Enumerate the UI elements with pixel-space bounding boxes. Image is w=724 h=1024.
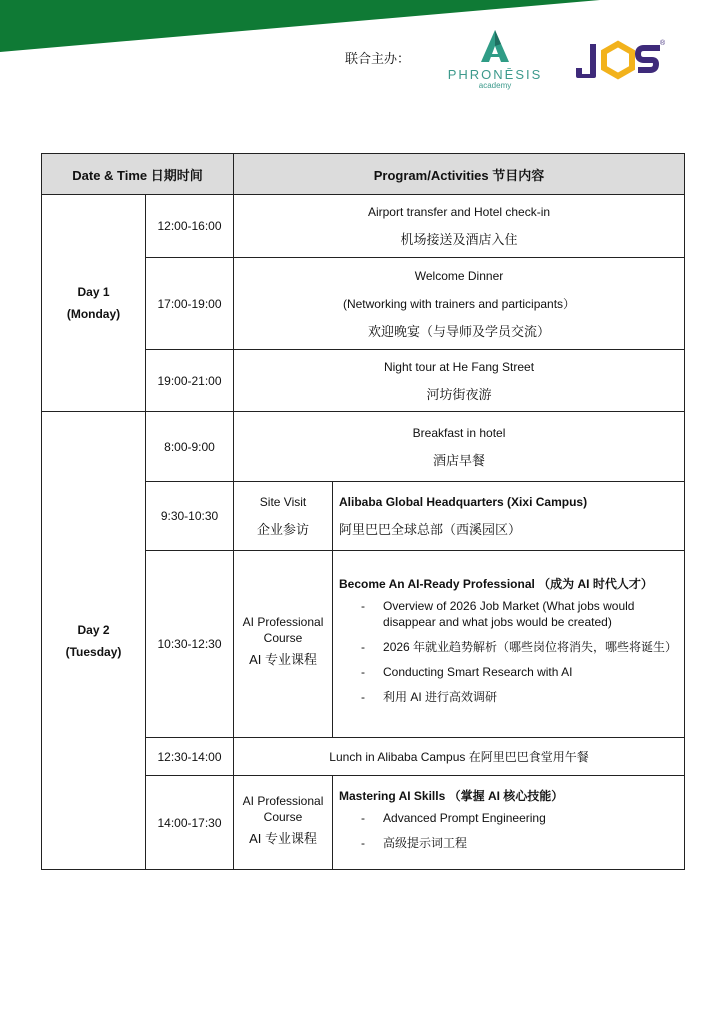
course-title: Mastering AI Skills （掌握 AI 核心技能） <box>339 788 564 803</box>
day2-cell <box>42 412 146 870</box>
activity-en-note: (Networking with trainers and participants） <box>342 296 576 311</box>
type-zh: AI 专业课程 <box>249 830 317 846</box>
phronesis-emblem-icon <box>475 28 515 64</box>
time-cell: 14:00-17:30 <box>146 776 234 870</box>
activity-en: Welcome Dinner <box>414 268 504 283</box>
course-topics <box>339 598 678 705</box>
activity-zh: 欢迎晚宴（与导师及学员交流） <box>368 323 551 339</box>
time-cell: 8:00-9:00 <box>146 412 234 482</box>
time-cell: 19:00-21:00 <box>146 350 234 412</box>
activity-zh: 酒店早餐 <box>433 452 486 468</box>
activity-cell <box>234 350 685 412</box>
activity-cell: Lunch in Alibaba Campus 在阿里巴巴食堂用午餐 <box>234 738 685 776</box>
activity-en: Airport transfer and Hotel check-in <box>367 205 551 219</box>
jos-logo-mark-icon <box>574 40 662 80</box>
column-header-datetime: Date & Time 日期时间 <box>42 154 234 195</box>
activity-en: Night tour at He Fang Street <box>383 359 535 374</box>
activity-cell <box>234 412 685 482</box>
organizers-label: 联合主办： <box>345 51 411 66</box>
day2-label: Day 2 <box>77 622 110 637</box>
time-cell: 17:00-19:00 <box>146 258 234 350</box>
type-en: AI Professional Course <box>242 615 324 645</box>
day1-label: Day 1 <box>77 285 110 299</box>
list-item: - 高级提示词工程 <box>361 835 468 850</box>
phronesis-logo <box>440 28 550 90</box>
time-cell: 9:30-10:30 <box>146 482 234 551</box>
activity-type-cell <box>234 482 333 551</box>
activity-zh: 机场接送及酒店入住 <box>400 232 518 247</box>
phronesis-wordmark: PHRONĒSIS <box>447 67 543 82</box>
jos-logo <box>574 40 666 85</box>
list-item: - Overview of 2026 Job Market (What jobs would disappear and what jobs would be created) <box>361 599 635 629</box>
type-en: Site Visit <box>259 495 307 509</box>
activity-detail-cell <box>333 482 685 551</box>
activity-en: Breakfast in hotel <box>412 425 506 440</box>
day1-cell <box>42 195 146 412</box>
course-topics <box>339 810 678 851</box>
schedule-table <box>41 153 685 870</box>
activity-type-cell <box>234 776 333 870</box>
visit-title-zh: 阿里巴巴全球总部（西溪园区） <box>339 522 522 537</box>
activity-type-cell <box>234 551 333 738</box>
activity-detail-cell <box>333 776 685 870</box>
day2-weekday: (Tuesday) <box>65 644 122 659</box>
column-header-program: Program/Activities 节目内容 <box>234 154 685 195</box>
activity-cell <box>234 195 685 258</box>
registered-mark: ® <box>660 40 666 47</box>
time-cell: 12:30-14:00 <box>146 738 234 776</box>
type-zh: AI 专业课程 <box>249 652 317 667</box>
time-cell: 10:30-12:30 <box>146 551 234 738</box>
activity-cell <box>234 258 685 350</box>
list-item: - Conducting Smart Research with AI <box>361 665 573 679</box>
list-item: - 2026 年就业趋势解析（哪些岗位将消失，哪些将诞生） <box>361 640 678 654</box>
activity-detail-cell <box>333 551 685 738</box>
course-title: Become An AI-Ready Professional （成为 AI 时代人才） <box>339 577 653 591</box>
list-item: - 利用 AI 进行高效调研 <box>361 690 498 704</box>
list-item: - Advanced Prompt Engineering <box>361 810 546 825</box>
activity-zh: 河坊街夜游 <box>426 386 492 402</box>
type-zh: 企业参访 <box>257 522 310 537</box>
type-en: AI Professional Course <box>242 793 324 824</box>
day1-weekday: (Monday) <box>66 307 121 321</box>
time-cell: 12:00-16:00 <box>146 195 234 258</box>
phronesis-sub: academy <box>478 81 512 90</box>
visit-title: Alibaba Global Headquarters (Xixi Campus) <box>339 495 588 509</box>
